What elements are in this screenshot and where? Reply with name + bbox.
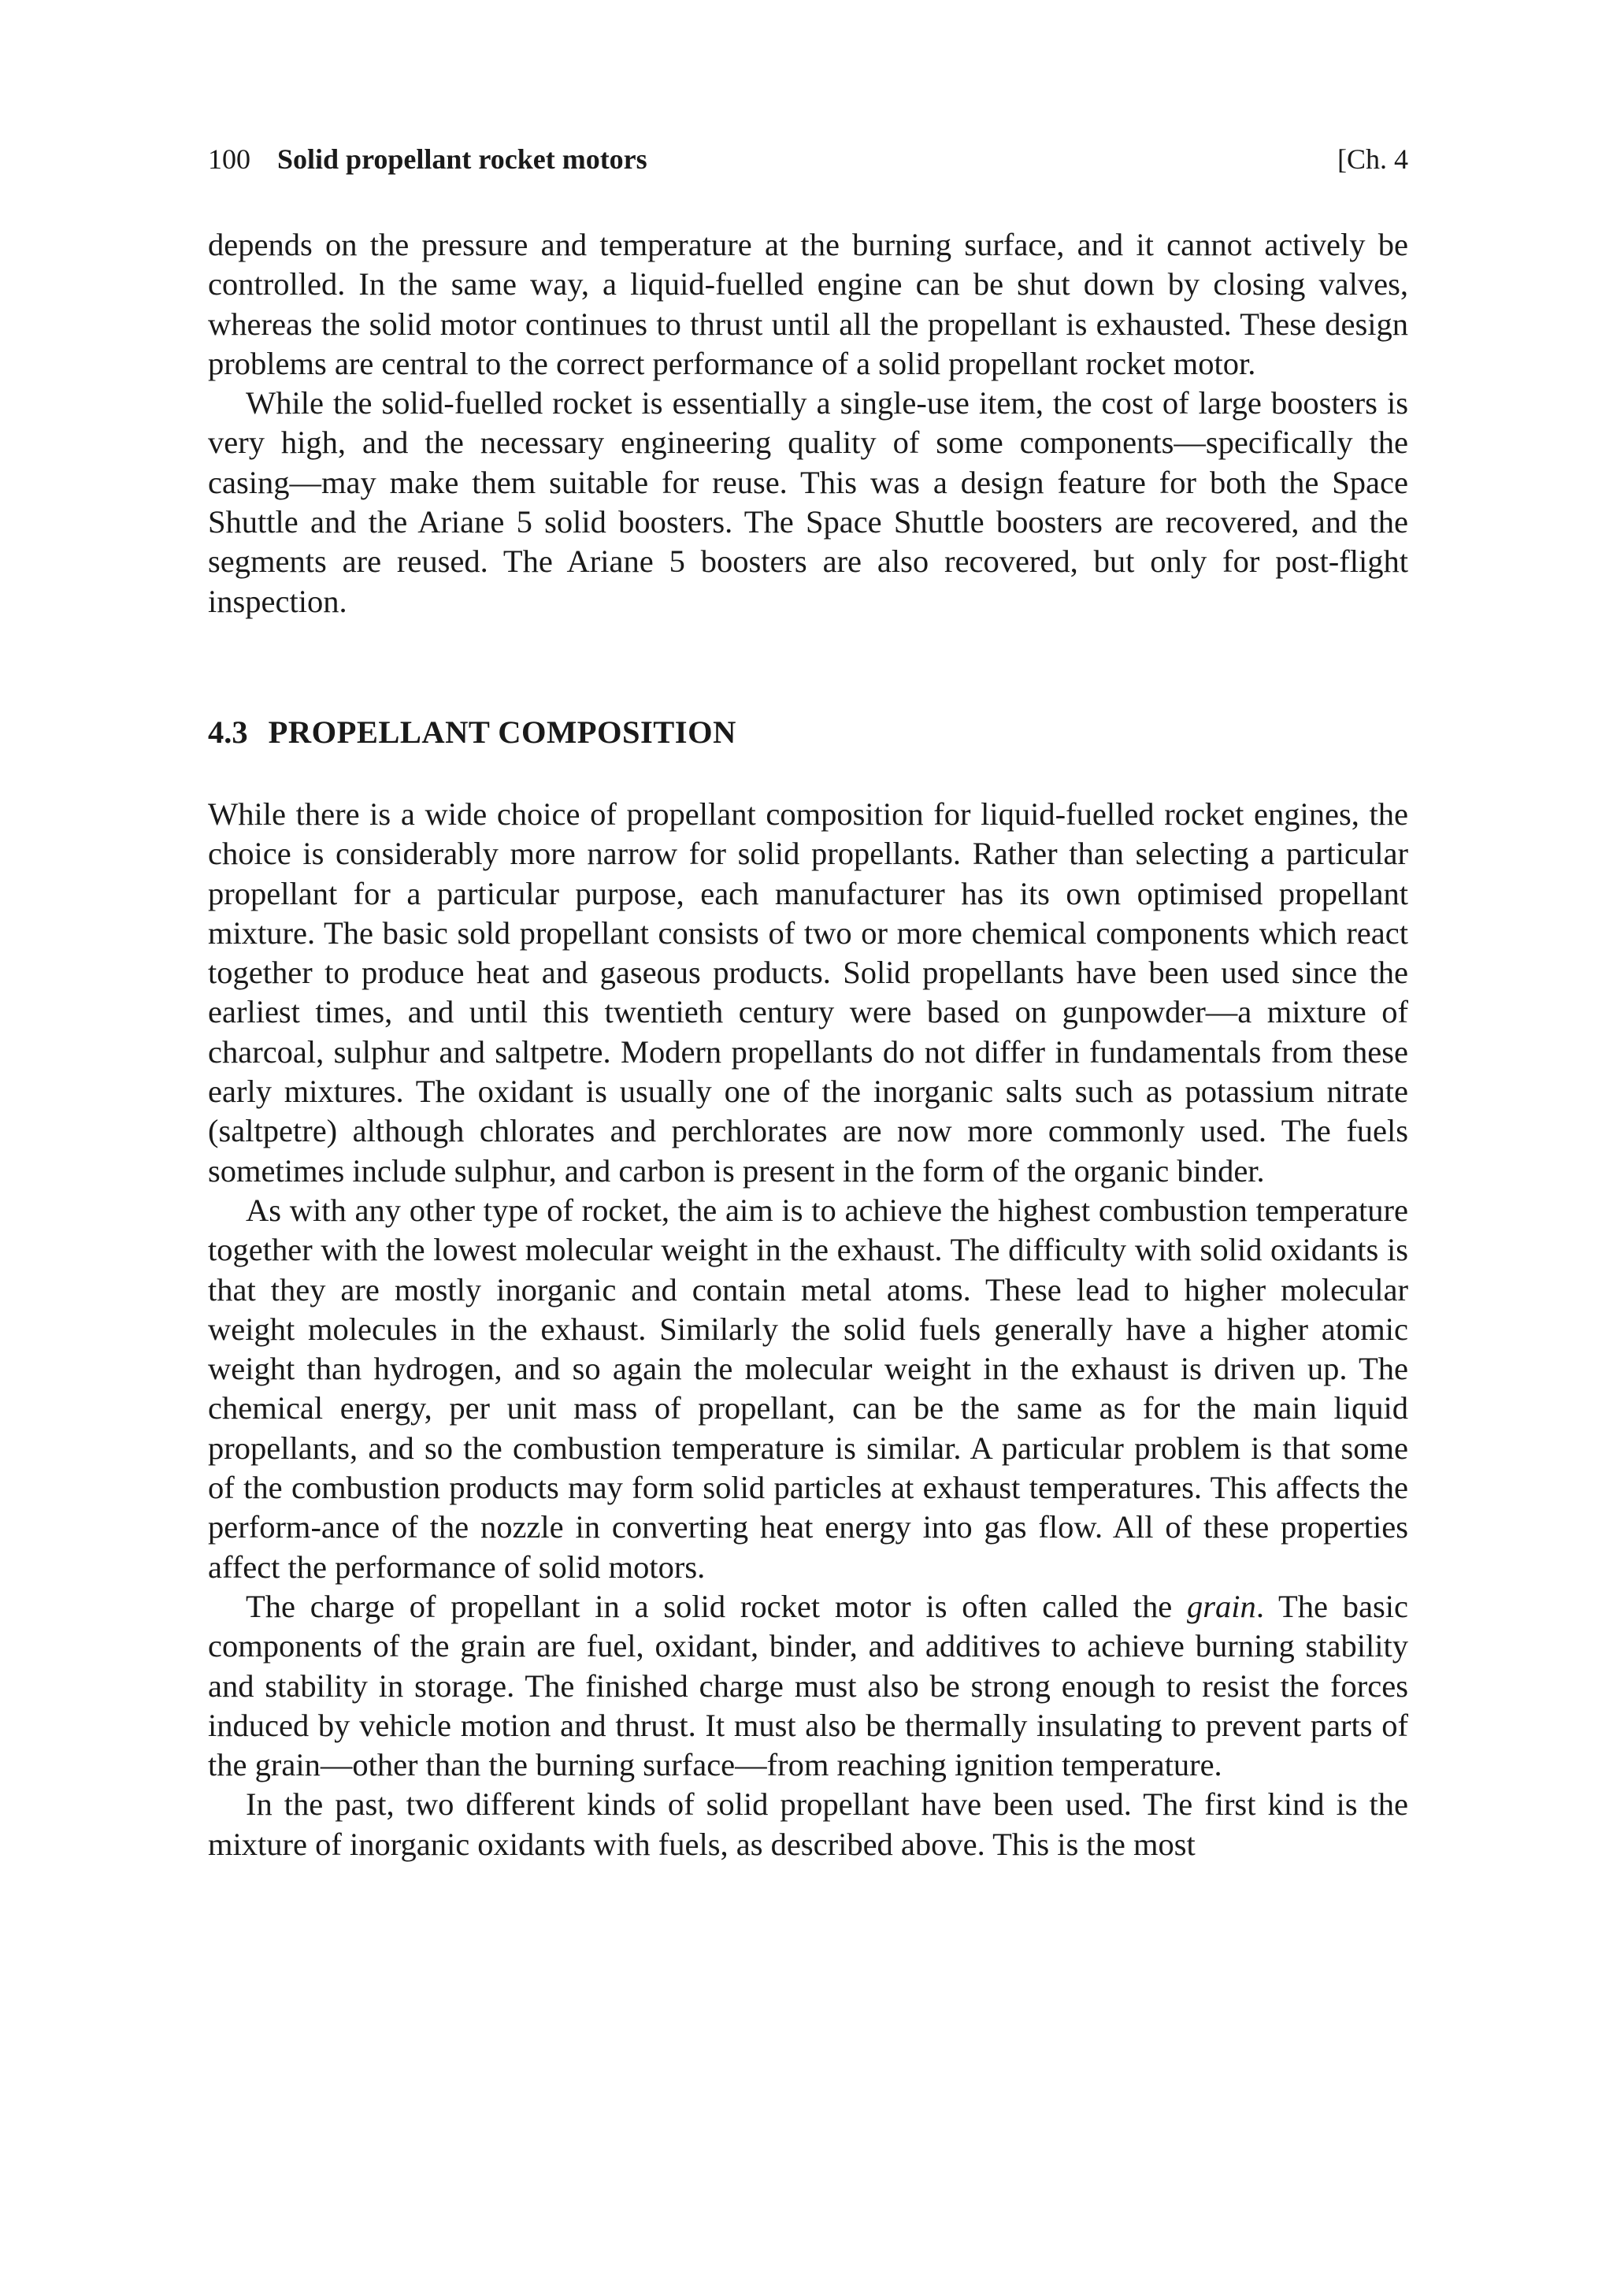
- body-text: [208, 225, 1408, 1864]
- paragraph-composition: While there is a wide choice of propellant composition for liquid-fuelled rocket engines, the choice is considerably more narrow for solid propellants. Rather than selecting a particular propellant for a particular purpose, each manufacturer has its own optimised propellant mixture. The basic sold propellant consists of two or more chemical components which react together to produce heat and gaseous products. Solid propellants have been used since the earliest times, and until this twentieth century were based on gunpowder—a mixture of charcoal, sulphur and saltpetre. Modern propellants do not differ in fundamentals from these early mixtures. The oxidant is usually one of the inorganic salts such as potassium nitrate (saltpetre) although chlorates and perchlorates are now more commonly used. The fuels sometimes include sulphur, and carbon is present in the form of the organic binder.: [208, 796, 1408, 1189]
- paragraph-grain-rest: . The basic components of the grain are fuel, oxidant, binder, and additives to achieve burning stability and stability in storage. The finished charge must also be strong enough to resist the forces induced by vehicle motion and thrust. It must also be thermally insulating to prevent parts of the grain—other than the burning surface—from reaching ignition temperature.: [208, 1588, 1408, 1783]
- page-number: 100: [208, 143, 250, 175]
- book-page: [208, 140, 1408, 1864]
- chapter-reference: [Ch. 4: [1337, 143, 1408, 175]
- paragraph-continued: depends on the pressure and temperature at the burning surface, and it cannot actively be controlled. In the same way, a liquid-fuelled engine can be shut down by closing valves, whereas the solid motor continues to thrust until all the propellant is exhausted. These design problems are central to the correct performance of a solid propellant rocket motor.: [208, 227, 1408, 381]
- running-title: Solid propellant rocket motors: [277, 143, 647, 175]
- paragraph-grain-start: The charge of propellant in a solid rocket motor is often called the: [246, 1588, 1188, 1624]
- paragraph-propellant-kinds: In the past, two different kinds of solid propellant have been used. The first kind is the mixture of inorganic oxidants with fuels, as described above. This is the most: [208, 1786, 1408, 1862]
- section-title: PROPELLANT COMPOSITION: [268, 714, 736, 750]
- section-heading: [208, 713, 1408, 752]
- section-number: 4.3: [208, 714, 248, 750]
- paragraph-reuse: While the solid-fuelled rocket is essentially a single-use item, the cost of large boosters is very high, and the necessary engineering quality of some components—specifically the casing—may make them suitable for reuse. This was a design feature for both the Space Shuttle and the Ariane 5 solid boosters. The Space Shuttle boosters are recovered, and the segments are reused. The Ariane 5 boosters are also recovered, but only for post-flight inspection.: [208, 385, 1408, 619]
- paragraph-grain: [208, 1587, 1408, 1785]
- paragraph-combustion: As with any other type of rocket, the aim is to achieve the highest combustion temperature together with the lowest molecular weight in the exhaust. The difficulty with solid oxidants is that they are mostly inorganic and contain metal atoms. These lead to higher molecular weight molecules in the exhaust. Similarly the solid fuels generally have a higher atomic weight than hydrogen, and so again the molecular weight in the exhaust is driven up. The chemical energy, per unit mass of propellant, can be the same as for the main liquid propellants, and so the combustion temperature is similar. A particular problem is that some of the combustion products may form solid particles at exhaust temperatures. This affects the perform-ance of the nozzle in converting heat energy into gas flow. All of these properties affect the performance of solid motors.: [208, 1192, 1408, 1585]
- grain-term: grain: [1187, 1588, 1256, 1624]
- running-head-left: [208, 140, 647, 178]
- running-head: [208, 140, 1408, 178]
